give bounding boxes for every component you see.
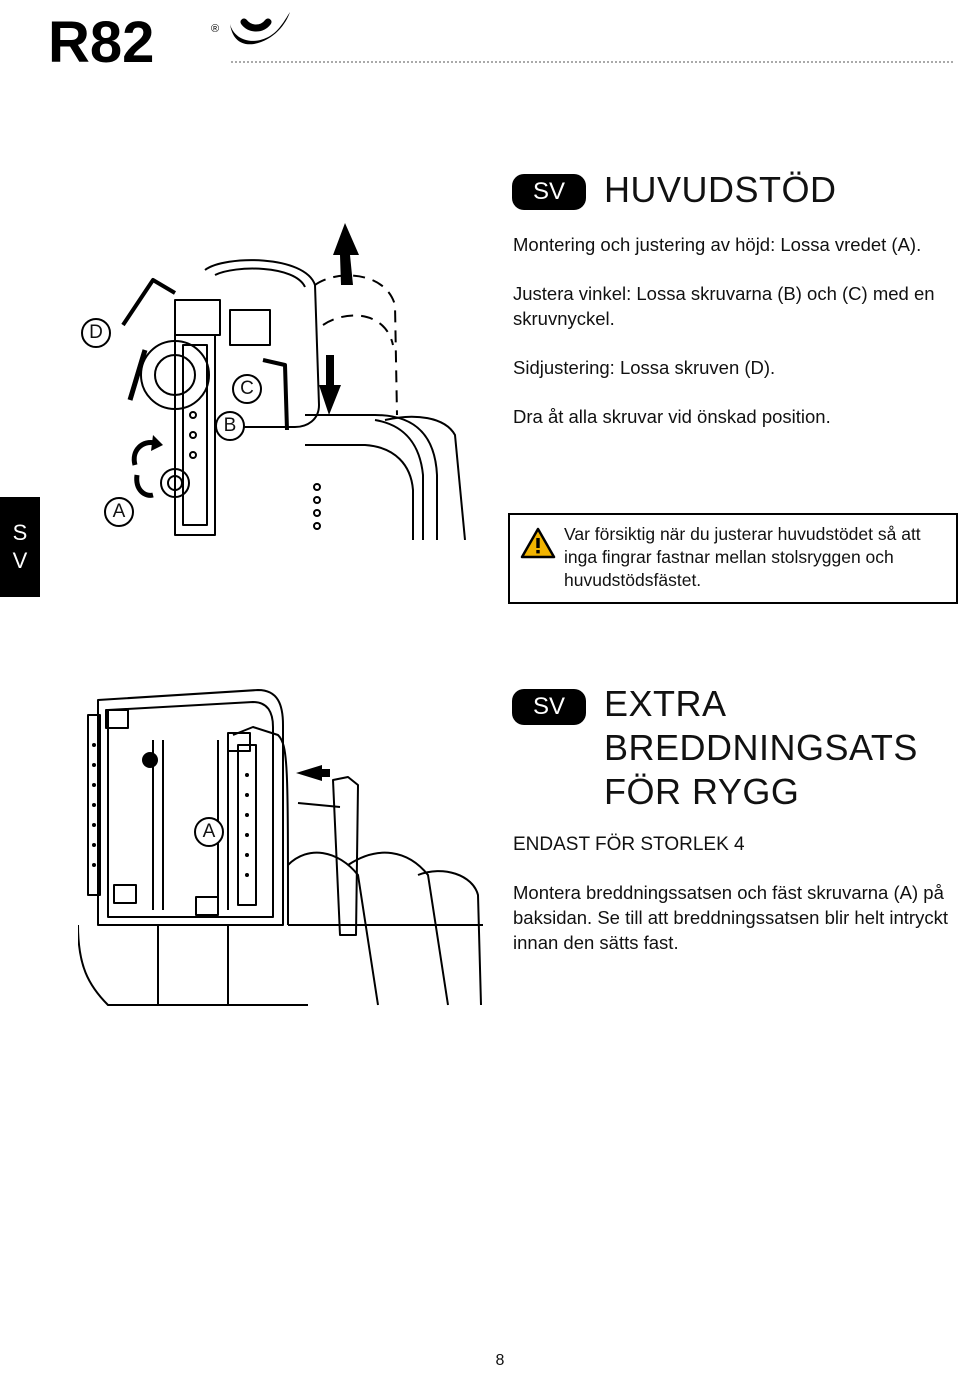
language-side-tab	[0, 497, 40, 597]
warning-box	[508, 513, 958, 604]
warning-text: Var försiktig när du justerar huvudstödet så att inga fingrar fastnar mellan stolsryggen och huvudstödsfästet.	[564, 524, 921, 590]
registered-mark: ®	[211, 23, 220, 35]
callout-b: B	[215, 411, 245, 441]
instruction-tighten: Dra åt alla skruvar vid önskad position.	[513, 406, 831, 427]
instruction-angle: Justera vinkel: Lossa skruvarna (B) och (C) med en skruvnyckel.	[513, 283, 935, 329]
callout-c: C	[232, 374, 262, 404]
callout-d: D	[81, 318, 111, 348]
title-line-3: FÖR RYGG	[604, 771, 800, 812]
section-title-headrest: HUVUDSTÖD	[604, 169, 837, 210]
instruction-height: Montering och justering av höjd: Lossa vredet (A).	[513, 234, 922, 255]
section-title-extension	[604, 682, 918, 814]
language-badge: SV	[512, 174, 586, 210]
size-restriction: ENDAST FÖR STORLEK 4	[513, 834, 745, 855]
extension-instructions: Montera breddningssatsen och fäst skruvarna (A) på baksidan. Se till att breddningssatsen blir helt intryckt innan den sätts fast.	[513, 882, 948, 953]
callout-a: A	[104, 497, 134, 527]
page-number: 8	[495, 1352, 505, 1369]
title-line-2: BREDDNINGSATS	[604, 727, 918, 768]
title-line-1: EXTRA	[604, 683, 727, 724]
warning-icon	[520, 527, 556, 559]
callout-a-extension: A	[194, 817, 224, 847]
headrest-illustration	[75, 215, 470, 540]
header-divider	[230, 60, 955, 64]
logo-wordmark: R82	[48, 10, 155, 66]
instruction-side: Sidjustering: Lossa skruven (D).	[513, 357, 776, 378]
language-badge-2: SV	[512, 689, 586, 725]
side-tab-letter-2: V	[12, 548, 28, 573]
side-tab-letter-1: S	[12, 520, 28, 545]
headrest-instructions	[513, 232, 953, 453]
r82-logo	[48, 10, 298, 66]
backrest-illustration	[78, 685, 483, 1010]
